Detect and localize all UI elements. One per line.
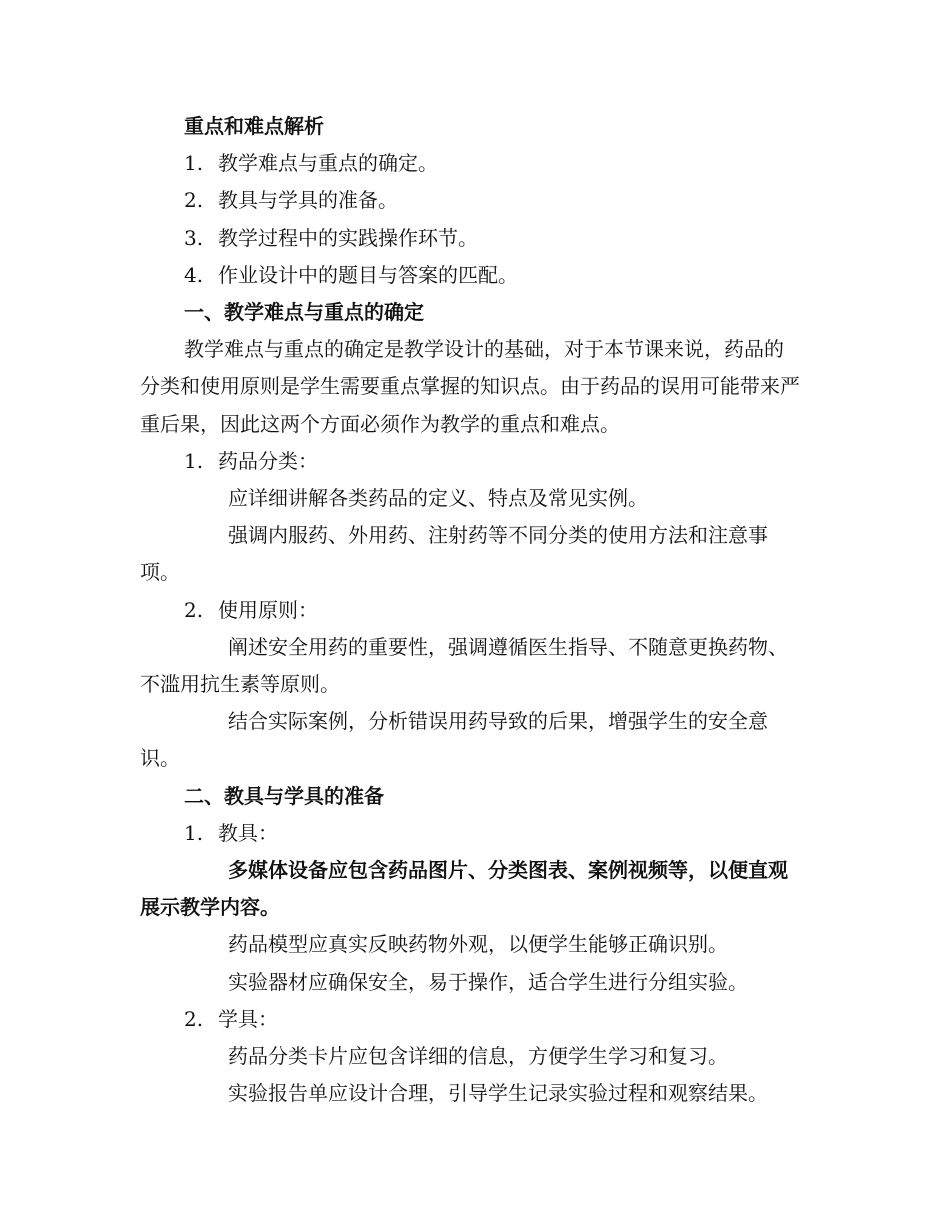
item-number: 2. (184, 597, 204, 622)
section2-item1-para3: 实验器材应确保安全，易于操作，适合学生进行分组实验。 (228, 969, 748, 994)
section1-item2-para2: 结合实际案例，分析错误用药导致的后果，增强学生的安全意识。 (140, 709, 768, 771)
outline-number: 3. (184, 225, 204, 250)
item-label: 教具： (218, 820, 278, 845)
section1-intro: 教学难点与重点的确定是教学设计的基础，对于本节课来说，药品的分类和使用原则是学生需要重点掌握的知识点。由于药品的误用可能带来严重后果，因此这两个方面必须作为教学的重点和难点。 (140, 337, 800, 436)
section2-item1-label (140, 815, 800, 852)
section1-heading: 一、教学难点与重点的确定 (184, 300, 424, 325)
outline-text: 作业设计中的题目与答案的匹配。 (218, 262, 518, 287)
item-label: 学具： (218, 1006, 278, 1031)
item-number: 2. (184, 1006, 204, 1031)
outline-item (140, 145, 800, 182)
item-label: 药品分类： (218, 448, 318, 473)
section2-item1-para1: 多媒体设备应包含药品图片、分类图表、案例视频等，以便直观展示教学内容。 (140, 858, 788, 920)
section1-item1-para1: 应详细讲解各类药品的定义、特点及常见实例。 (228, 486, 648, 511)
outline-item (140, 220, 800, 257)
section2-item2-label (140, 1001, 800, 1038)
section1-item2-para1: 阐述安全用药的重要性，强调遵循医生指导、不随意更换药物、不滥用抗生素等原则。 (140, 634, 788, 697)
section1-item1-para2: 强调内服药、外用药、注射药等不同分类的使用方法和注意事项。 (140, 523, 768, 585)
outline-text: 教学过程中的实践操作环节。 (218, 225, 478, 250)
outline-text: 教具与学具的准备。 (218, 188, 398, 213)
outline-item (140, 182, 800, 219)
doc-title: 重点和难点解析 (184, 114, 324, 138)
item-label: 使用原则： (218, 597, 318, 622)
outline-number: 2. (184, 188, 204, 213)
item-number: 1. (184, 448, 204, 473)
section2-item2-para1: 药品分类卡片应包含详细的信息，方便学生学习和复习。 (228, 1044, 728, 1069)
section2-item2-para2: 实验报告单应设计合理，引导学生记录实验过程和观察结果。 (228, 1081, 768, 1106)
outline-text: 教学难点与重点的确定。 (218, 151, 438, 176)
section2-item1-para2: 药品模型应真实反映药物外观，以便学生能够正确识别。 (228, 932, 728, 957)
section2-heading: 二、教具与学具的准备 (184, 783, 384, 808)
outline-item (140, 257, 800, 294)
outline-number: 1. (184, 151, 204, 176)
document-page (140, 108, 800, 1112)
outline-number: 4. (184, 262, 204, 287)
section1-item1-label (140, 443, 800, 480)
section1-item2-label (140, 592, 800, 629)
item-number: 1. (184, 820, 204, 845)
